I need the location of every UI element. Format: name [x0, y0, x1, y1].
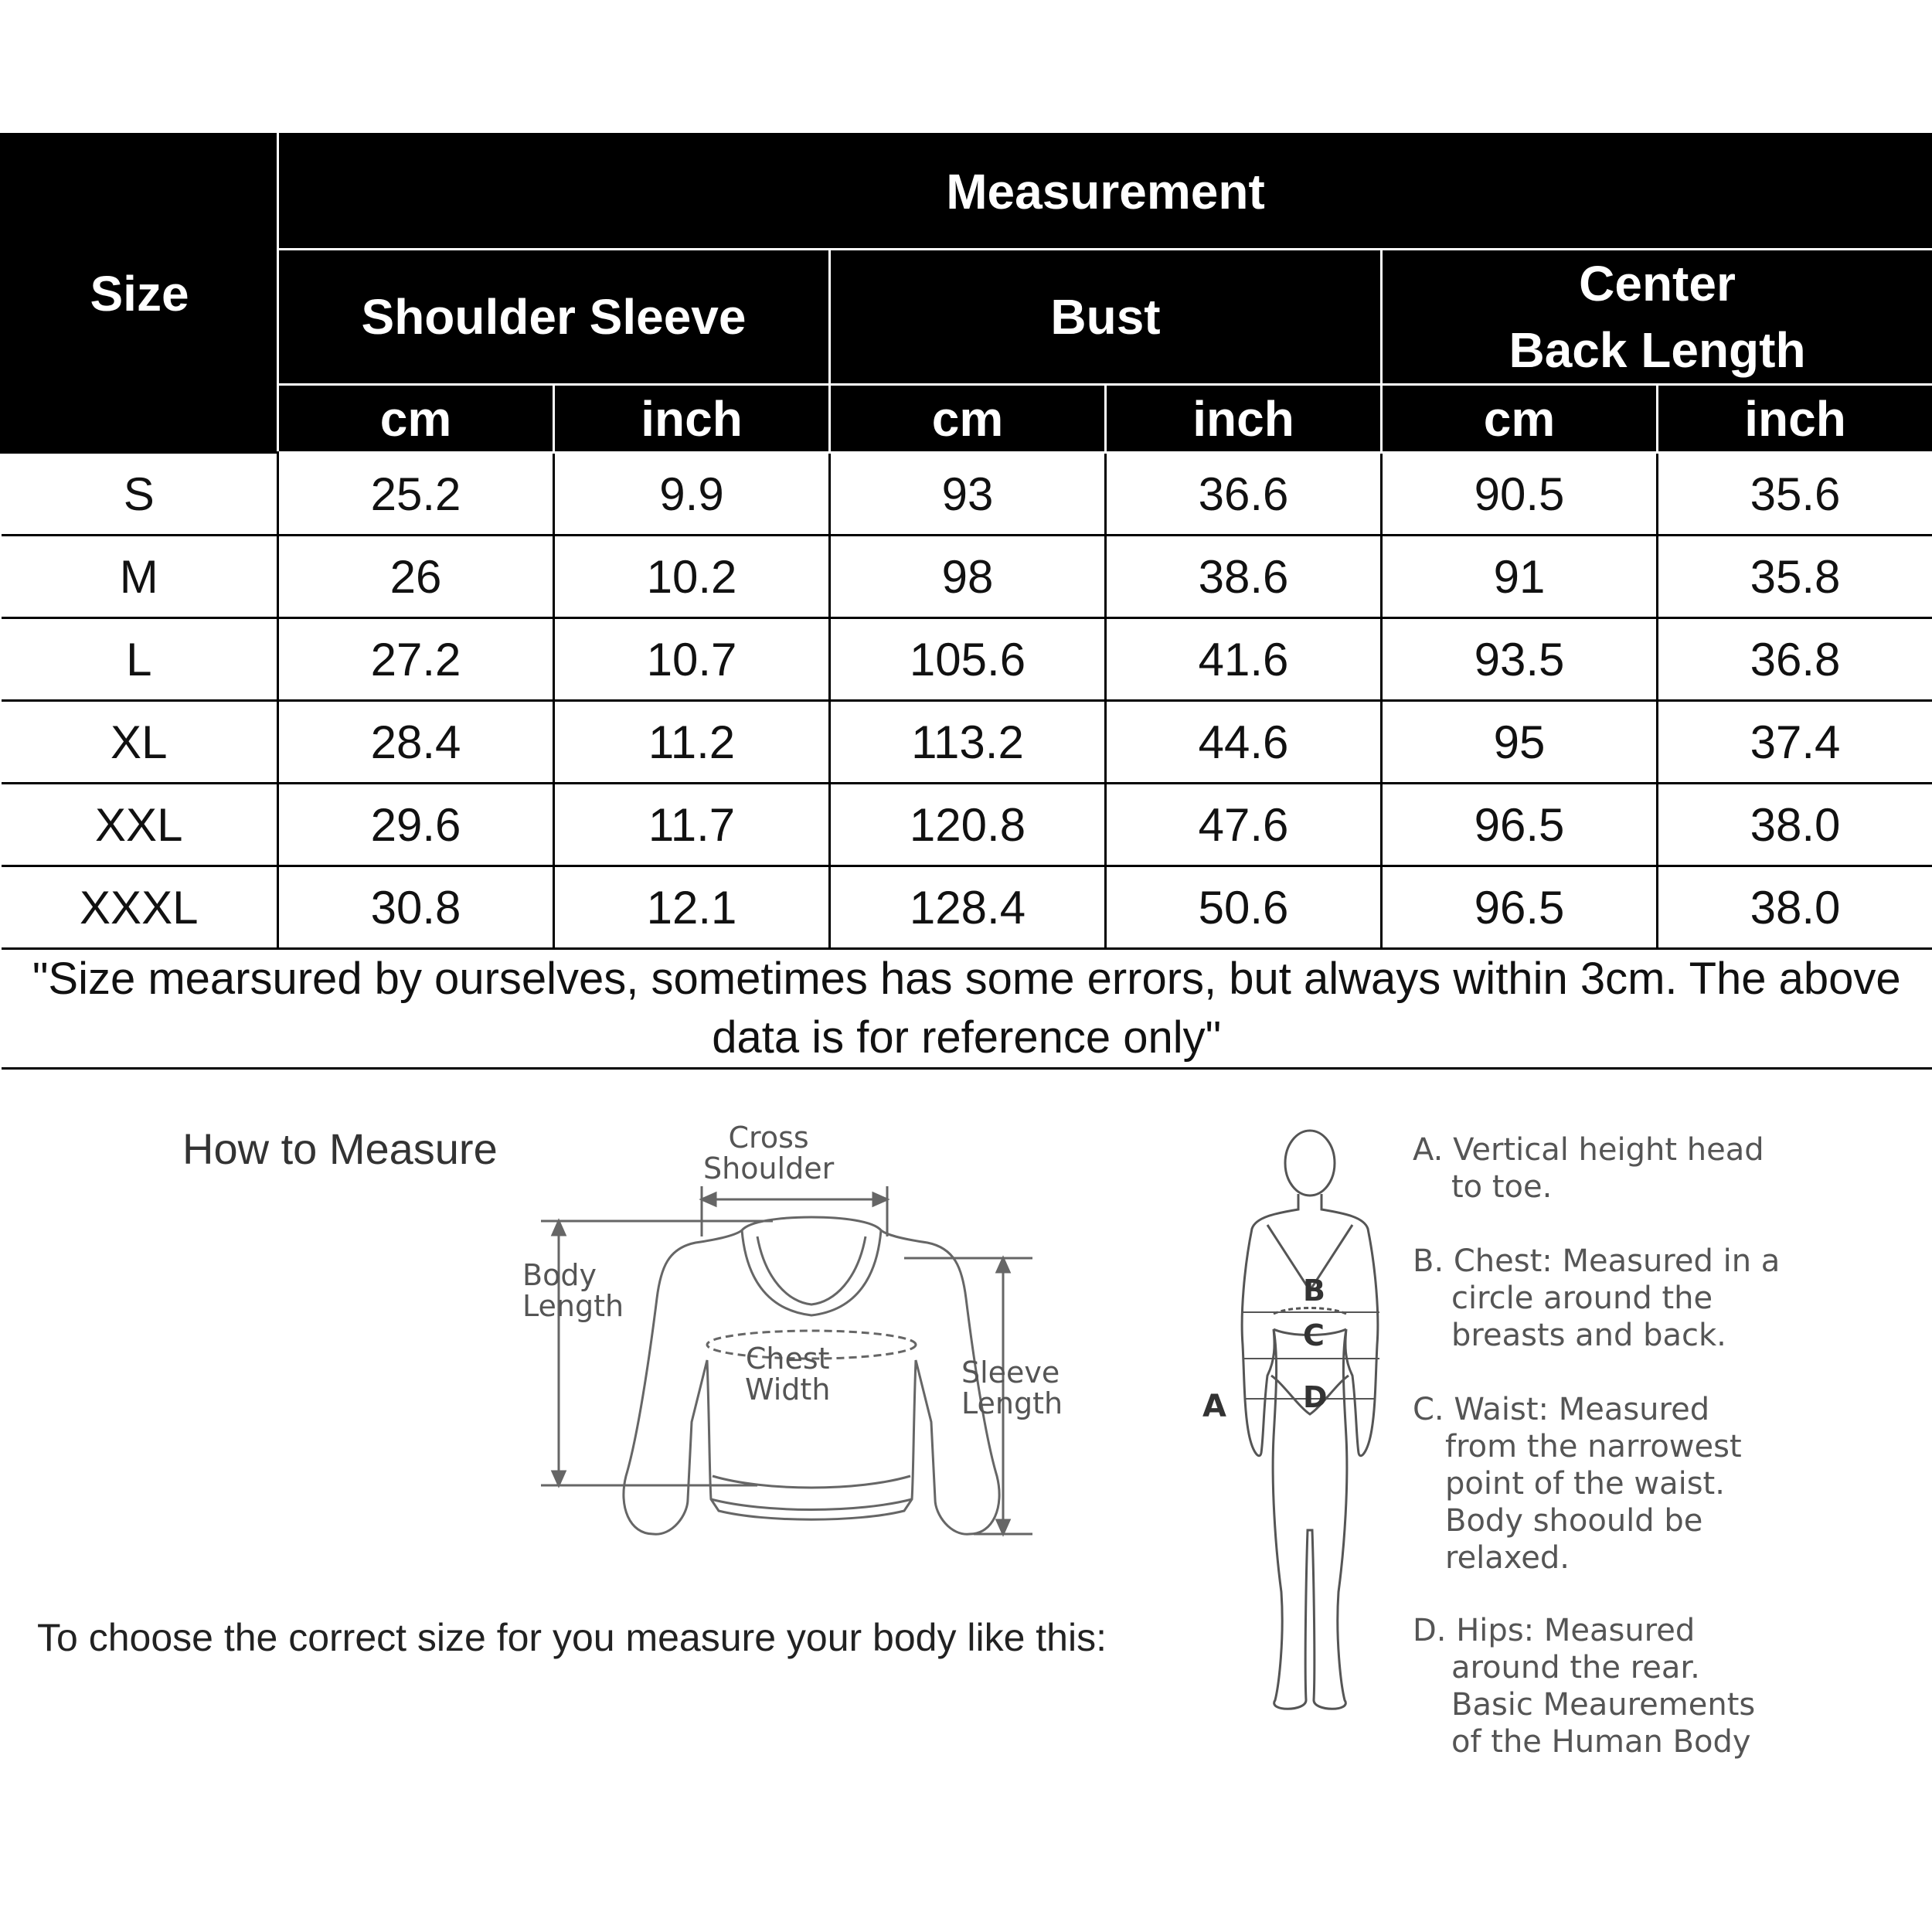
value-cell: 11.7 [554, 784, 830, 866]
size-cell: XL [2, 701, 278, 784]
value-cell: 36.8 [1658, 618, 1932, 701]
value-cell: 10.2 [554, 536, 830, 618]
value-cell: 113.2 [830, 701, 1106, 784]
table-row [2, 866, 1932, 949]
unit-header: inch [1106, 385, 1382, 453]
size-disclaimer-note: "Size mearsured by ourselves, sometimes has some errors, but always within 3cm. The above data is for reference only" [2, 949, 1932, 1069]
size-cell: S [2, 453, 278, 536]
value-cell: 12.1 [554, 866, 830, 949]
size-cell: M [2, 536, 278, 618]
value-cell: 9.9 [554, 453, 830, 536]
value-cell: 96.5 [1382, 784, 1658, 866]
cross-shoulder-label: Cross Shoulder [703, 1121, 835, 1185]
value-cell: 41.6 [1106, 618, 1382, 701]
unit-header: cm [830, 385, 1106, 453]
unit-header: cm [278, 385, 554, 453]
size-cell: XXXL [2, 866, 278, 949]
shirt-neckline [742, 1217, 881, 1315]
value-cell: 38.0 [1658, 784, 1932, 866]
value-cell: 30.8 [278, 866, 554, 949]
group-header-shoulder-sleeve: Shoulder Sleeve [278, 250, 830, 385]
sleeve-length-label: Sleeve Length [961, 1355, 1063, 1420]
chest-width-label: Chest Width [745, 1342, 831, 1406]
value-cell: 28.4 [278, 701, 554, 784]
body-marker-a: A [1202, 1389, 1226, 1424]
size-cell: L [2, 618, 278, 701]
body-marker-b: B [1303, 1274, 1325, 1308]
value-cell: 120.8 [830, 784, 1106, 866]
measurement-header: Measurement [278, 134, 1932, 250]
body-marker-d: D [1303, 1380, 1328, 1414]
table-row [2, 618, 1932, 701]
unit-header: inch [1658, 385, 1932, 453]
size-chart-table [0, 133, 1932, 1070]
value-cell: 105.6 [830, 618, 1106, 701]
value-cell: 90.5 [1382, 453, 1658, 536]
value-cell: 11.2 [554, 701, 830, 784]
body-outline [1242, 1194, 1378, 1709]
legend-c: C. Waist: Measured from the narrowest point of the waist. Body shoould be relaxed. [1413, 1392, 1742, 1576]
legend-a: A. Vertical height head to toe. [1413, 1132, 1764, 1205]
value-cell: 96.5 [1382, 866, 1658, 949]
value-cell: 93 [830, 453, 1106, 536]
group-header-center-back-length: Center Back Length [1382, 250, 1932, 385]
table-row [2, 784, 1932, 866]
table-row [2, 536, 1932, 618]
value-cell: 38.0 [1658, 866, 1932, 949]
how-to-measure-title: How to Measure [182, 1124, 498, 1173]
group-header-bust: Bust [830, 250, 1382, 385]
value-cell: 36.6 [1106, 453, 1382, 536]
value-cell: 35.8 [1658, 536, 1932, 618]
body-length-label: Body Length [522, 1258, 624, 1323]
value-cell: 26 [278, 536, 554, 618]
value-cell: 128.4 [830, 866, 1106, 949]
table-row [2, 453, 1932, 536]
unit-header: inch [554, 385, 830, 453]
value-cell: 35.6 [1658, 453, 1932, 536]
value-cell: 10.7 [554, 618, 830, 701]
value-cell: 93.5 [1382, 618, 1658, 701]
value-cell: 25.2 [278, 453, 554, 536]
size-cell: XXL [2, 784, 278, 866]
size-column-header: Size [2, 134, 278, 453]
value-cell: 91 [1382, 536, 1658, 618]
value-cell: 44.6 [1106, 701, 1382, 784]
value-cell: 47.6 [1106, 784, 1382, 866]
body-head [1285, 1131, 1335, 1196]
value-cell: 38.6 [1106, 536, 1382, 618]
value-cell: 50.6 [1106, 866, 1382, 949]
unit-header: cm [1382, 385, 1658, 453]
value-cell: 27.2 [278, 618, 554, 701]
legend-b: B. Chest: Measured in a circle around the breasts and back. [1413, 1243, 1781, 1353]
value-cell: 37.4 [1658, 701, 1932, 784]
value-cell: 29.6 [278, 784, 554, 866]
instruction-text: To choose the correct size for you measure your body like this: [37, 1616, 1107, 1659]
legend-d: D. Hips: Measured around the rear. Basic Meaurements of the Human Body [1413, 1613, 1756, 1760]
table-row [2, 701, 1932, 784]
body-marker-c: C [1303, 1318, 1325, 1352]
value-cell: 95 [1382, 701, 1658, 784]
value-cell: 98 [830, 536, 1106, 618]
